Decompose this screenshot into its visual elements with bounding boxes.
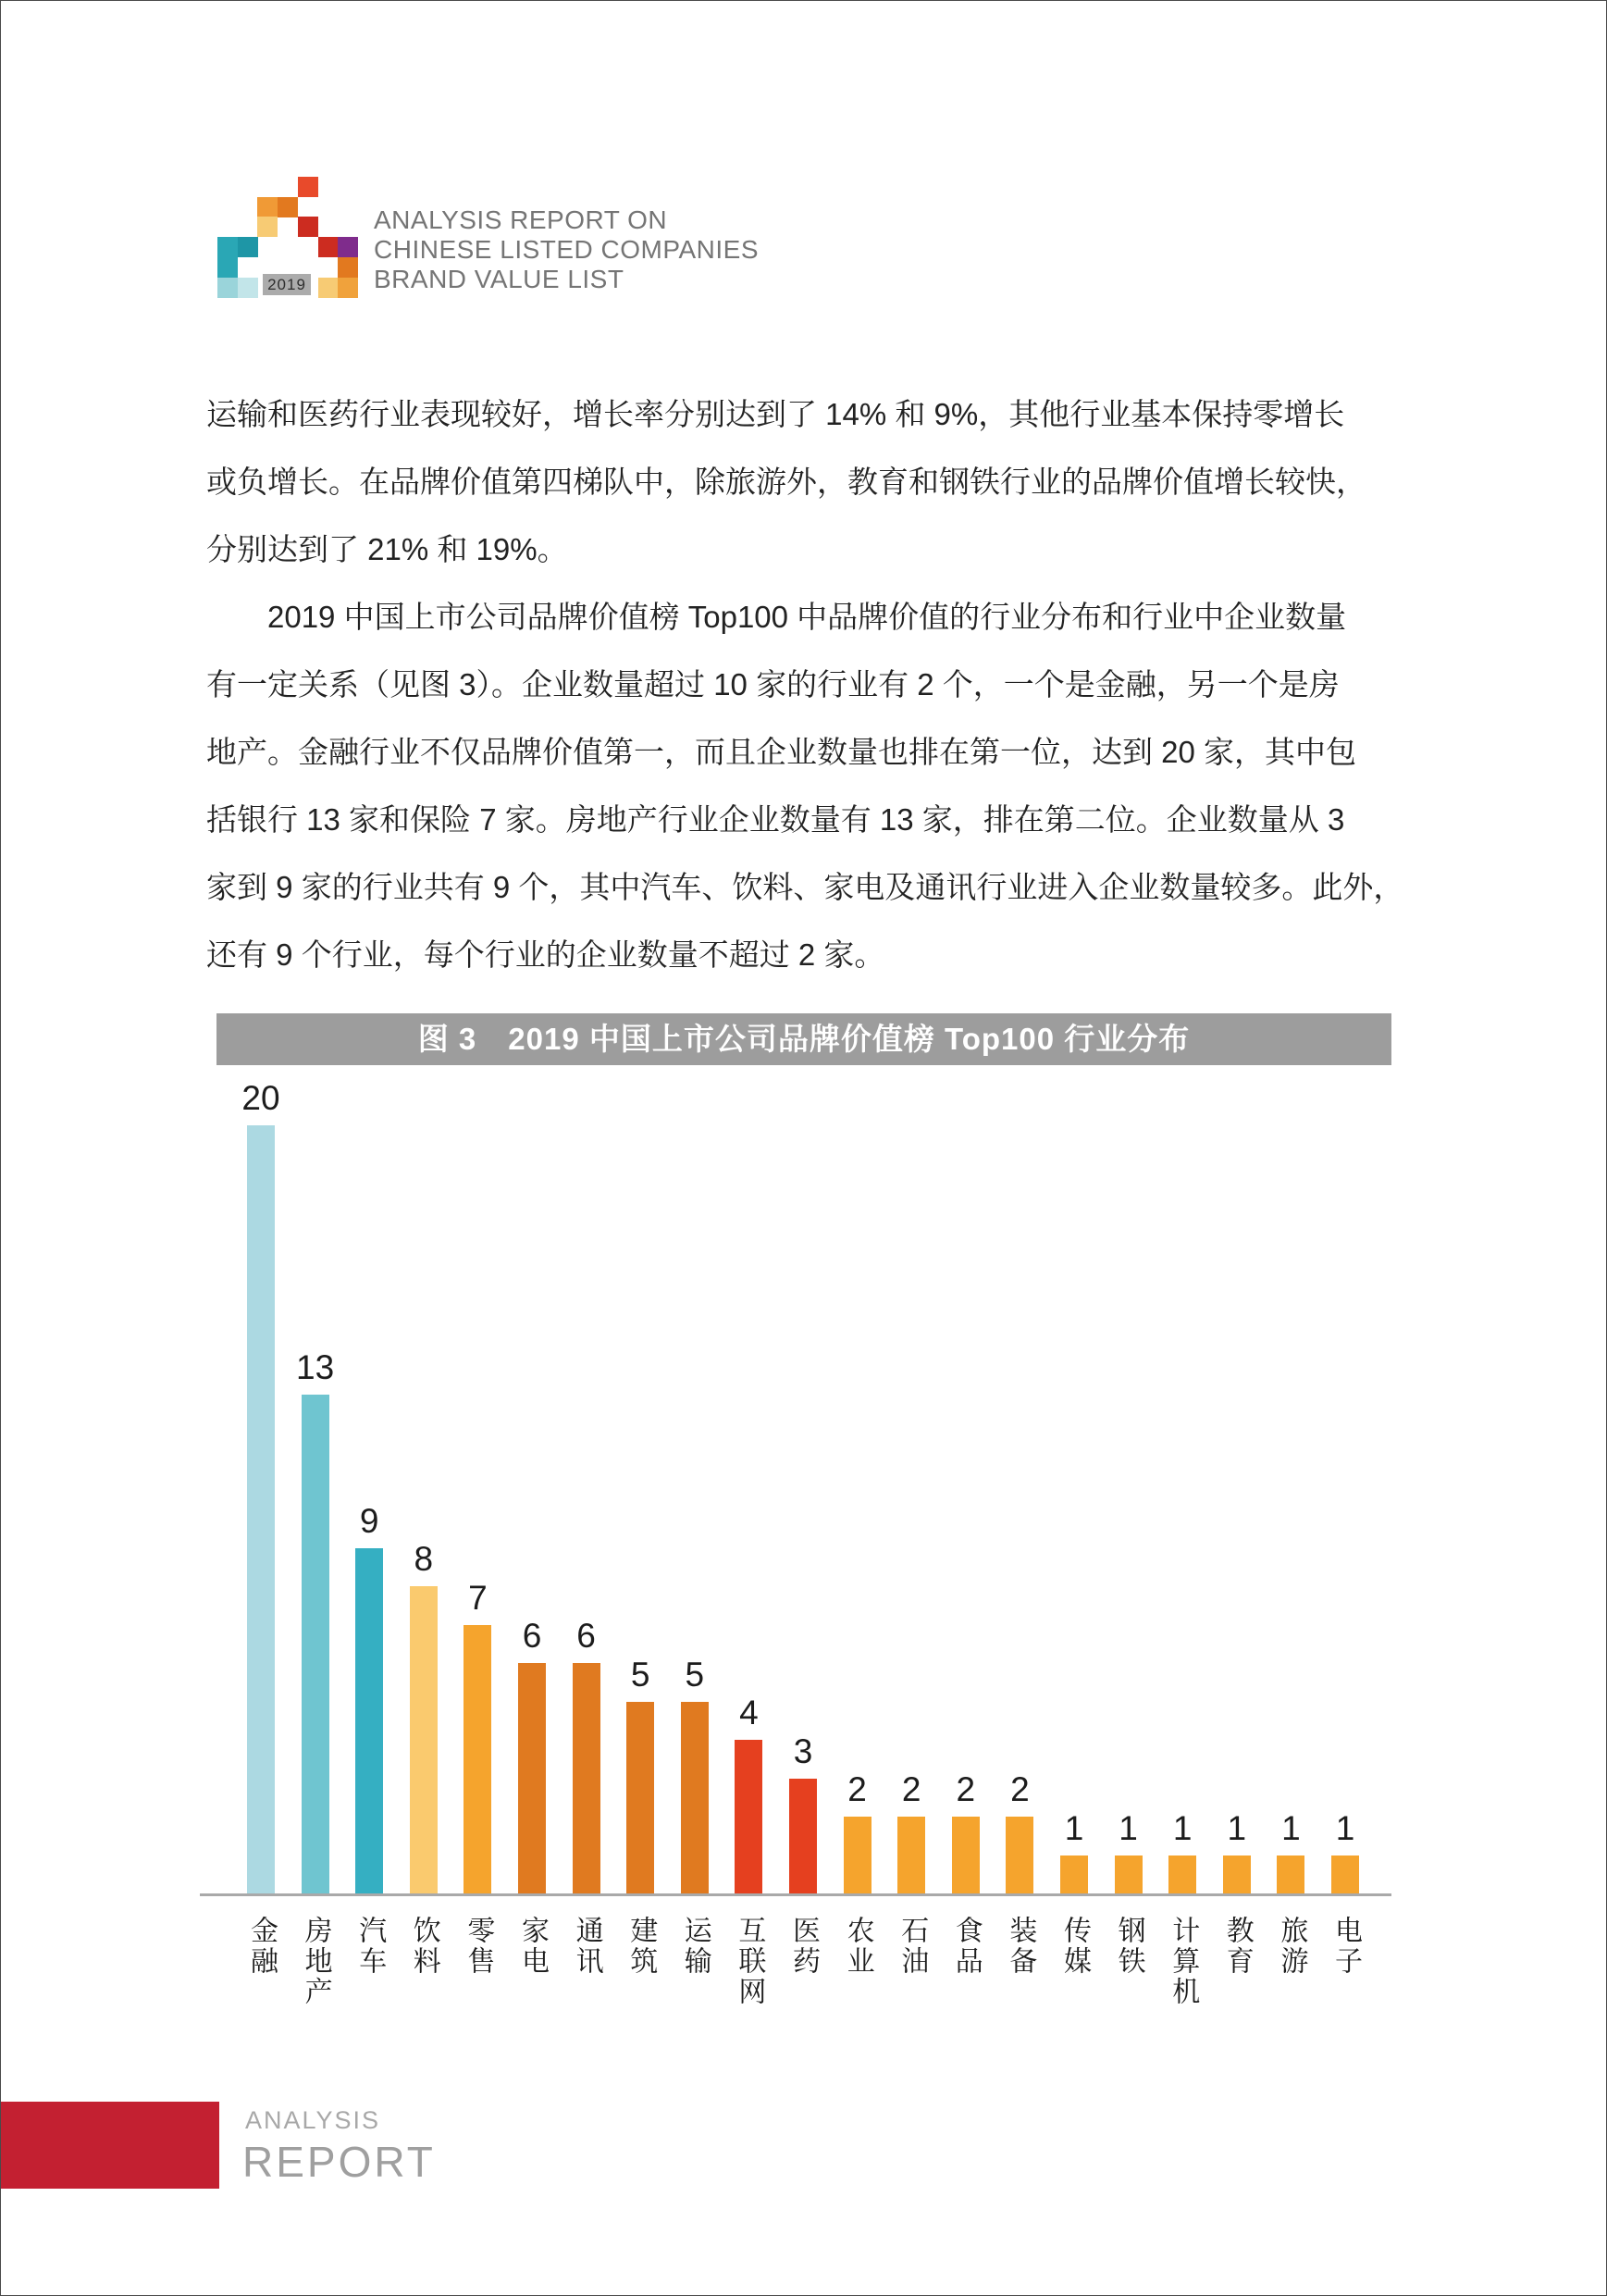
bar-category-label: 零售 [463, 1916, 494, 1977]
bar-value-label: 1 [1064, 1808, 1084, 1847]
logo-mosaic-square [257, 197, 278, 217]
logo-mosaic-square [318, 237, 339, 257]
bar-value-label: 2 [847, 1770, 867, 1808]
logo-mosaic-square [238, 237, 258, 257]
bar-value-label: 2 [1010, 1770, 1030, 1808]
bar-value-label: 2 [956, 1770, 976, 1808]
bar-电子 [1331, 1855, 1359, 1894]
logo-mosaic-square [217, 257, 238, 278]
bar-金融 [247, 1125, 275, 1893]
bar-value-label: 5 [630, 1655, 650, 1694]
bar-互联网 [735, 1740, 762, 1893]
logo-mosaic-square [217, 237, 238, 257]
logo-year-badge [263, 274, 311, 295]
bar-旅游 [1277, 1855, 1304, 1894]
logo-mosaic-square [318, 278, 339, 298]
bar-category-label: 食品 [950, 1916, 982, 1977]
logo-mosaic-square [298, 177, 318, 197]
bar-汽车 [355, 1548, 383, 1894]
logo-title-line: BRAND VALUE LIST [374, 265, 624, 293]
bar-value-label: 1 [1281, 1808, 1301, 1847]
x-axis-line [200, 1893, 1391, 1896]
logo-mosaic-square [338, 278, 358, 298]
logo-mosaic-square [217, 278, 238, 298]
bar-category-label: 计算机 [1168, 1916, 1199, 2007]
body-text [206, 380, 1404, 988]
bar-value-label: 5 [685, 1655, 705, 1694]
paragraph2-line: 2019 中国上市公司品牌价值榜 Top100 中品牌价值的行业分布和行业中企业数量 [267, 600, 1347, 634]
bar-value-label: 7 [468, 1578, 488, 1617]
bar-value-label: 13 [296, 1347, 335, 1386]
bar-房地产 [302, 1395, 329, 1894]
bar-钢铁 [1115, 1855, 1143, 1894]
bar-category-label: 钢铁 [1113, 1916, 1144, 1977]
bar-category-label: 教育 [1221, 1916, 1253, 1977]
paragraph2-line: 家到 9 家的行业共有 9 个，其中汽车、饮料、家电及通讯行业进入企业数量较多。此外， [206, 870, 1404, 904]
paragraph2-line: 还有 9 个行业，每个行业的企业数量不超过 2 家。 [206, 937, 885, 972]
bar-value-label: 8 [414, 1540, 434, 1578]
logo-title [374, 205, 759, 294]
paragraph2-line: 有一定关系（见图 3）。企业数量超过 10 家的行业有 2 个，一个是金融，另一个是房 [206, 667, 1340, 701]
bar-value-label: 9 [359, 1501, 379, 1540]
bar-农业 [844, 1817, 871, 1893]
footer-report-label: REPORT [242, 2138, 436, 2186]
bar-category-label: 传媒 [1059, 1916, 1090, 1977]
paragraph2-line: 地产。金融行业不仅品牌价值第一，而且企业数量也排在第一位，达到 20 家，其中包 [206, 735, 1357, 769]
bar-category-label: 石油 [896, 1916, 928, 1977]
bar-value-label: 1 [1119, 1808, 1138, 1847]
bar-value-label: 1 [1335, 1808, 1355, 1847]
logo-title-line: ANALYSIS REPORT ON [374, 205, 668, 234]
bar-chart [1, 1, 1607, 2296]
logo-mosaic-square [257, 217, 278, 237]
bar-value-label: 4 [739, 1694, 759, 1731]
logo-mosaic-square [338, 237, 358, 257]
logo-mosaic-square [238, 278, 258, 298]
bar-装备 [1006, 1817, 1033, 1893]
bar-建筑 [626, 1702, 654, 1894]
logo-mosaic-square [298, 217, 318, 237]
bar-饮料 [410, 1586, 438, 1893]
bar-value-label: 20 [241, 1079, 280, 1117]
bar-家电 [518, 1663, 546, 1893]
paragraph2-line: 括银行 13 家和保险 7 家。房地产行业企业数量有 13 家，排在第二位。企业数量从 3 [206, 802, 1345, 837]
bar-医药 [789, 1779, 817, 1894]
bar-category-label: 建筑 [625, 1916, 657, 1977]
bar-value-label: 1 [1227, 1808, 1247, 1847]
footer-analysis-label: ANALYSIS [245, 2106, 381, 2134]
bar-value-label: 1 [1172, 1808, 1193, 1847]
bar-value-label: 2 [901, 1770, 921, 1808]
logo-year-label: 2019 [267, 275, 306, 293]
bar-category-label: 汽车 [354, 1916, 386, 1977]
bar-category-label: 医药 [788, 1916, 819, 1977]
bar-零售 [464, 1625, 491, 1894]
header [1, 1, 1606, 316]
logo-mosaic-square [338, 257, 358, 278]
logo-title-line: CHINESE LISTED COMPANIES [374, 235, 760, 264]
bar-value-label: 3 [793, 1731, 813, 1770]
paragraph1-line: 分别达到了 21% 和 19%。 [206, 532, 568, 566]
bar-食品 [952, 1817, 980, 1893]
bar-石油 [897, 1817, 925, 1893]
bar-category-label: 饮料 [408, 1916, 439, 1977]
bar-category-label: 农业 [842, 1916, 873, 1977]
bar-category-label: 通讯 [571, 1916, 602, 1977]
bar-计算机 [1168, 1855, 1196, 1894]
bar-category-label: 互联网 [734, 1916, 765, 2007]
bar-category-label: 金融 [246, 1916, 277, 1977]
logo-mosaic-square [278, 197, 298, 217]
figure-caption-bar [216, 1013, 1391, 1065]
bar-category-label: 运输 [679, 1916, 711, 1977]
bar-通讯 [573, 1663, 600, 1893]
footer-red-block [1, 2102, 219, 2189]
bar-教育 [1223, 1855, 1251, 1894]
figure-caption: 图 3 2019 中国上市公司品牌价值榜 Top100 行业分布 [417, 1022, 1191, 1056]
bar-运输 [681, 1702, 709, 1894]
bar-传媒 [1060, 1855, 1088, 1894]
paragraph1-line: 或负增长。在品牌价值第四梯队中，除旅游外，教育和钢铁行业的品牌价值增长较快， [206, 465, 1366, 499]
bar-category-label: 房地产 [300, 1916, 331, 2007]
bar-value-label: 6 [576, 1617, 596, 1655]
bar-category-label: 电子 [1330, 1916, 1361, 1977]
bar-value-label: 6 [522, 1617, 542, 1655]
bar-category-label: 家电 [517, 1916, 548, 1977]
paragraph1-line: 运输和医药行业表现较好，增长率分别达到了 14% 和 9%，其他行业基本保持零增长 [206, 397, 1345, 431]
bar-category-label: 旅游 [1276, 1916, 1307, 1977]
bar-category-label: 装备 [1005, 1916, 1036, 1977]
